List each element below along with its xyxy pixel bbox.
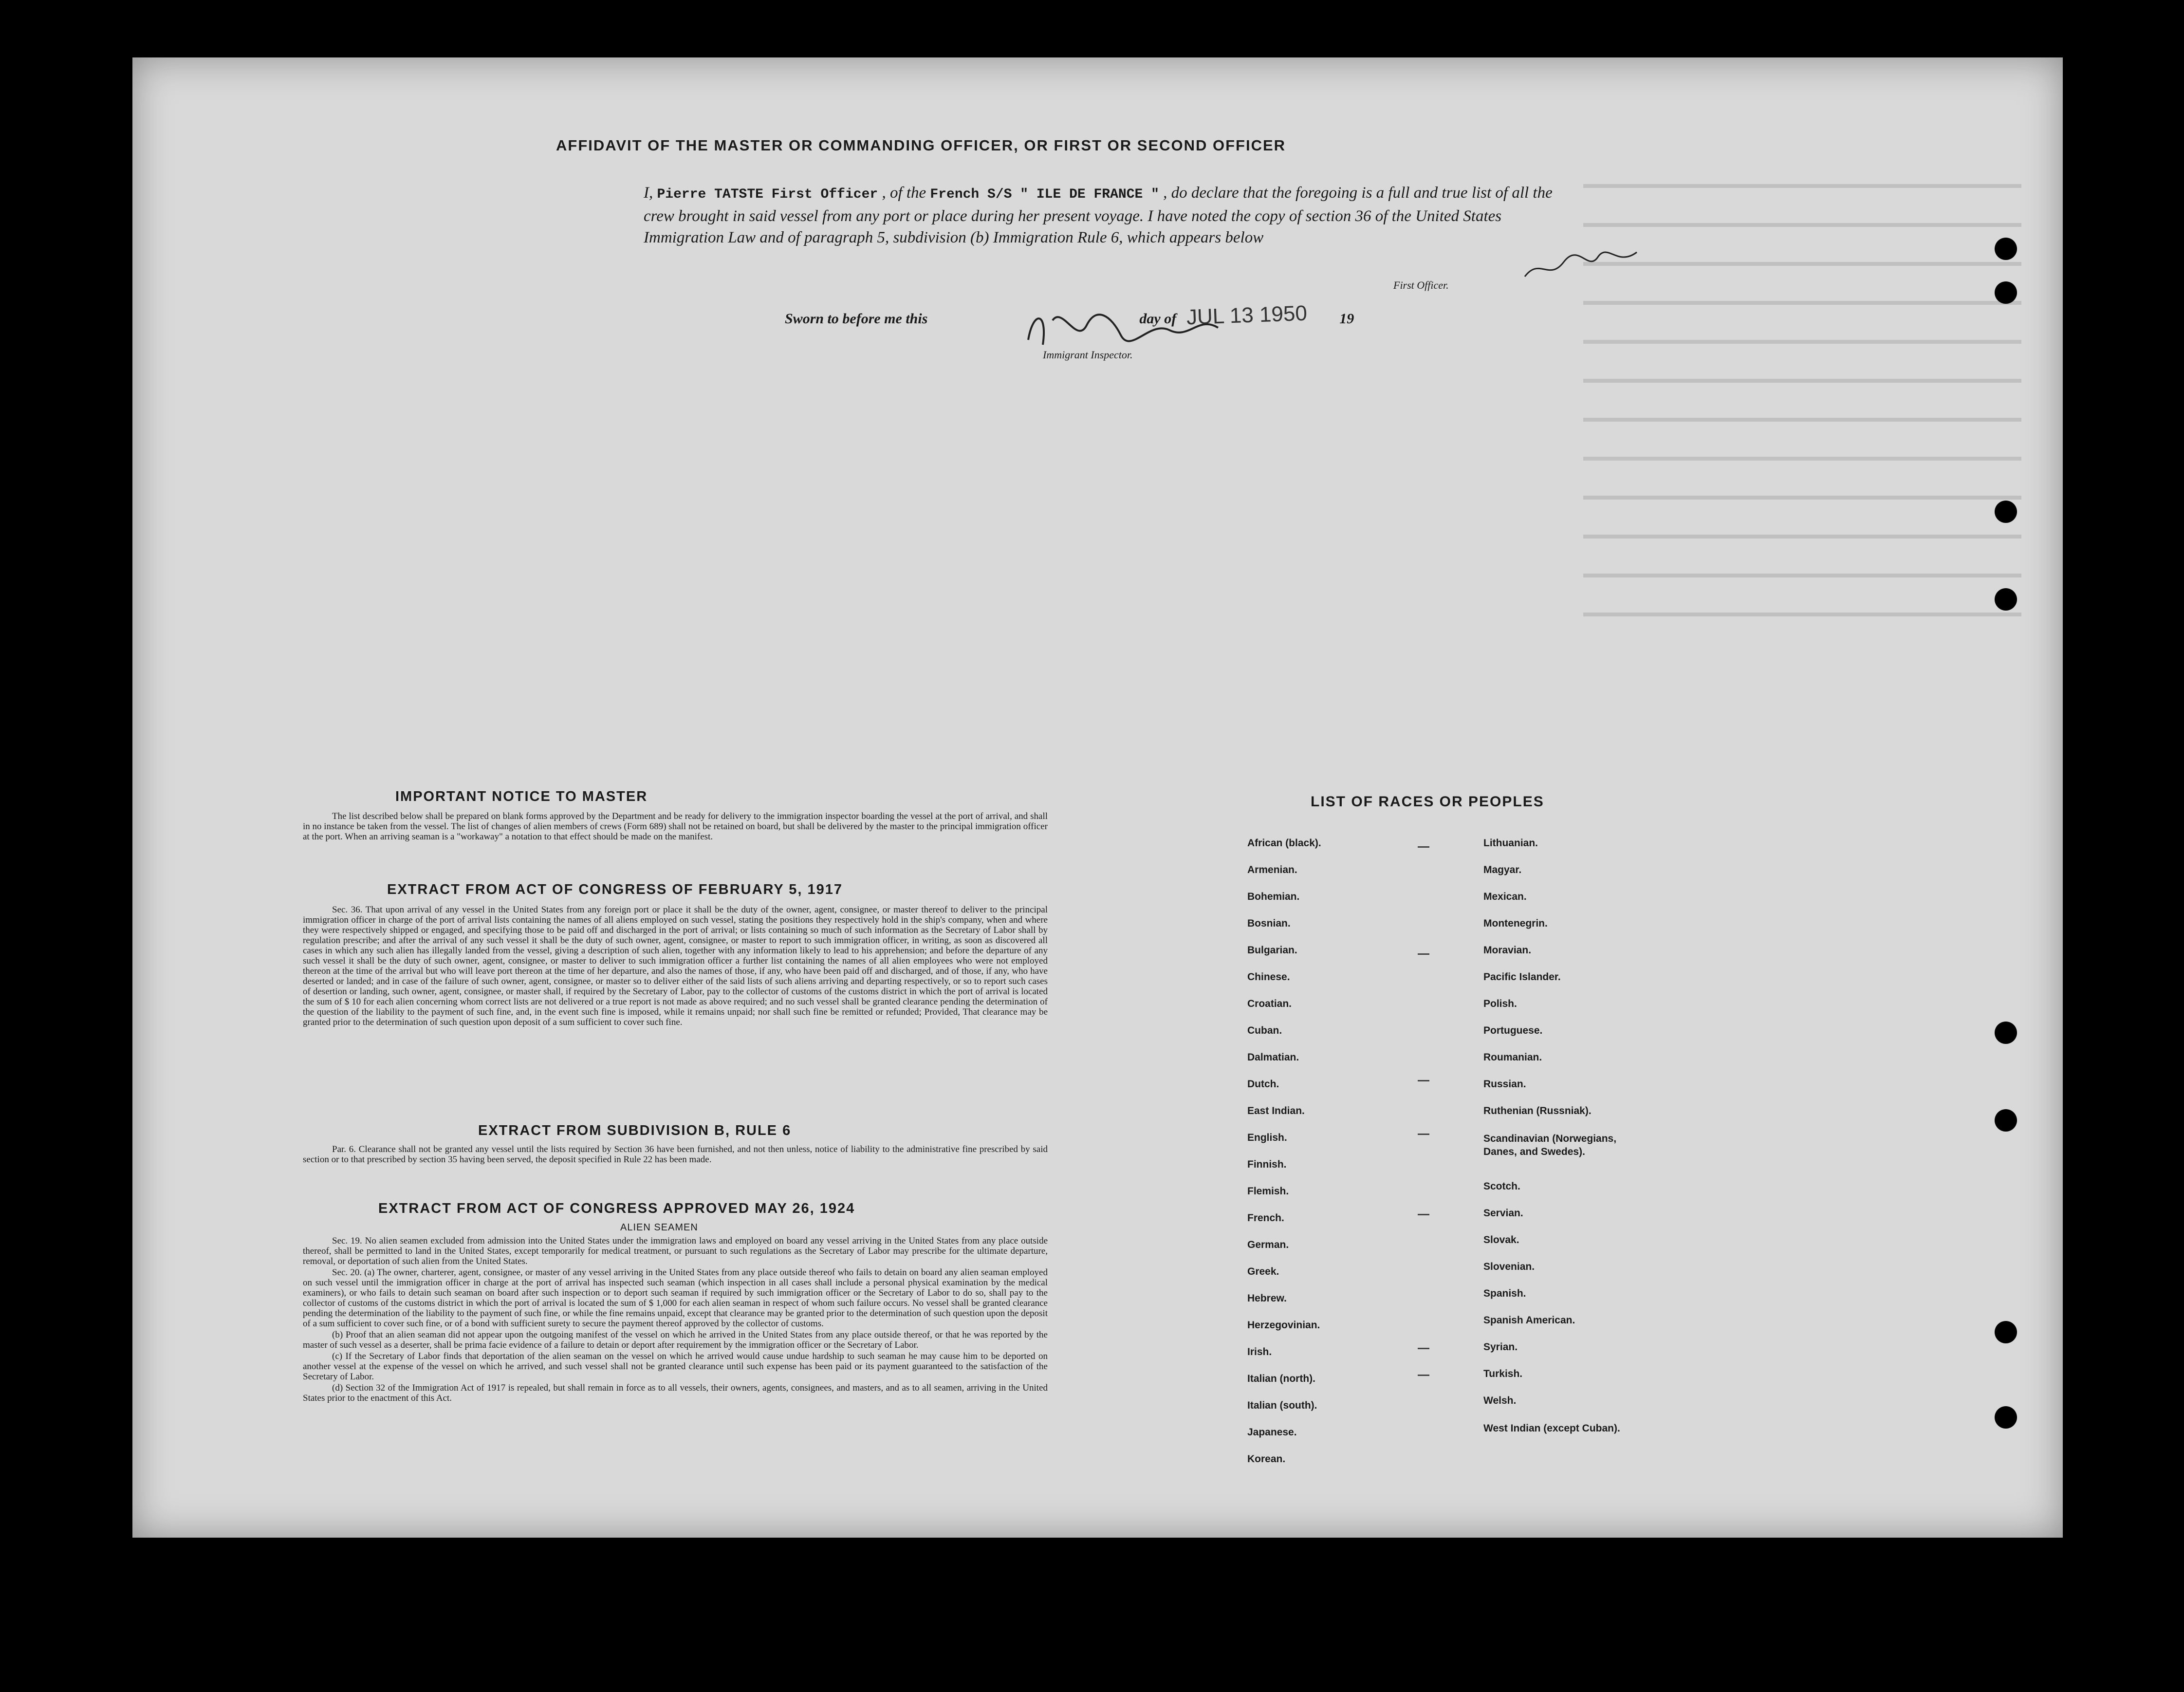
race-item: Bohemian.: [1247, 891, 1300, 902]
punch-hole: [1995, 1109, 2017, 1132]
race-item: Dutch.: [1247, 1078, 1279, 1090]
extract-1917-text: [303, 905, 1048, 1028]
race-item: Mexican.: [1483, 891, 1527, 902]
decl-prefix: I,: [644, 184, 653, 202]
race-item: Herzegovinian.: [1247, 1320, 1320, 1331]
extract-1917-title: EXTRACT FROM ACT OF CONGRESS OF FEBRUARY 5, 1917: [387, 882, 843, 897]
race-item: Croatian.: [1247, 998, 1292, 1009]
decl-body: that the foregoing is a full and true list of all the crew brought in said vessel from any port or place during her present voyage. I have noted the copy of section 36 of the United States Immigration Law and of paragraph 5, subdivision (b) Immigration Rule 6, which appears below: [644, 184, 1553, 246]
race-item: Slovak.: [1483, 1234, 1519, 1246]
race-item: Scotch.: [1483, 1181, 1520, 1192]
race-item: German.: [1247, 1239, 1289, 1250]
race-item: Welsh.: [1483, 1395, 1517, 1406]
section-36-paragraph: Sec. 36. That upon arrival of any vessel in the United States from any foreign port or place it shall be the duty of the owner, agent, consignee, or master thereof to deliver to the principal immigration officer in charge of the port of arrival lists containing the names of all aliens employed on such vessel, stating the positions they respectively hold in the ship's company, when and where they were respectively shipped or engaged, and specifying those to be paid off and discharged in the port of arrival; or lists containing so much of such information as the Secretary of Labor shall by regulation prescribe; and after the arrival of any such vessel it shall be the duty of such owner, agent, consignee, or master to report to such immigration officer, in writing, as soon as discovered all cases in which any such alien has illegally landed from the vessel, giving a description of such alien, together with any information likely to lead to his apprehension; and before the departure of any such vessel it shall be the duty of such owner, agent, consignee, or master to deliver to such immigration officer a further list containing the names of all alien employees who were not employed thereon at the time of the arrival but who will leave port thereon at the time of her departure, and also the names of those, if any, who have been paid off and discharged, and of those, if any, who have deserted or landed; and in case of the failure of such owner, agent, consignee, or master so to deliver either of the said lists of such aliens arriving and departing respectively, or so to report such cases of desertion or landing, such owner, agent, consignee, or master shall, if required by the Secretary of Labor, pay to the collector of customs of the customs district in which the port of arrival is located the sum of $ 10 for each alien concerning whom correct lists are not delivered or a true report is not made as above required; and no such vessel shall be granted clearance pending the determination of the question of the liability to the payment of such fine, and, in the event such fine is imposed, while it remains unpaid; nor shall such fine be remitted or refunded; Provided, That clearance may be granted prior to the determination of such question upon deposit of a sum sufficient to cover such fine.: [303, 905, 1048, 1027]
extract-rule6-text: [303, 1144, 1048, 1166]
decl-suffix: , do declare: [1163, 184, 1239, 202]
race-item: Syrian.: [1483, 1341, 1518, 1353]
race-item: Montenegrin.: [1483, 918, 1548, 929]
race-item: Turkish.: [1483, 1368, 1523, 1379]
race-item: Bosnian.: [1247, 918, 1291, 929]
race-item: Lithuanian.: [1483, 837, 1538, 849]
hand-mark: [1418, 1080, 1429, 1081]
sec-19-paragraph: Sec. 19. No alien seamen excluded from admission into the United States under the immigration laws and employed on board any vessel arriving in the United States from any place outside thereof, shall be permitted to land in the United States, except temporarily for medical treatment, or pursuant to such regulations as the Secretary of Labor may prescribe for the ultimate departure, removal, or deportation of such alien from the United States.: [303, 1236, 1048, 1266]
hand-mark: [1418, 846, 1429, 848]
hand-mark: [1418, 1375, 1429, 1376]
notice-paragraph: The list described below shall be prepared on blank forms approved by the Department and be ready for delivery to the immigration inspector boarding the vessel at the port of arrival, and shall in no instance be taken from the vessel. The list of changes of alien members of crews (Form 689) shall not be retained on board, but shall be delivered by the master to the principal immigration officer at the port. When an arriving seaman is a "workaway" a notation to that effect should be made on the manifest.: [303, 811, 1048, 842]
alien-seamen-subtitle: ALIEN SEAMEN: [620, 1222, 698, 1233]
race-item: Servian.: [1483, 1208, 1523, 1219]
race-item: Dalmatian.: [1247, 1052, 1299, 1063]
race-item: Greek.: [1247, 1266, 1279, 1277]
race-item: Spanish.: [1483, 1288, 1526, 1299]
extract-1924-title: EXTRACT FROM ACT OF CONGRESS APPROVED MAY 26, 1924: [378, 1201, 855, 1216]
sworn-day: day of: [1139, 311, 1177, 327]
hand-mark: [1418, 1348, 1429, 1349]
hand-mark: [1418, 1214, 1429, 1215]
race-item: Finnish.: [1247, 1159, 1287, 1170]
race-item: Italian (north).: [1247, 1373, 1315, 1384]
sworn-prefix: Sworn to before me this: [785, 311, 928, 327]
race-item: Japanese.: [1247, 1427, 1297, 1438]
inspector-signature: [1023, 301, 1228, 354]
sec-20a-paragraph: Sec. 20. (a) The owner, charterer, agent, consignee, or master of any vessel arriving in the United States from any place outside thereof who fails to detain on board any alien seaman employed on such vessel until the immigration officer in charge at the port of arrival has inspected such seaman (which inspection in all cases shall include a personal physical examination by the medical examiners), or who fails to detain such seaman on board after such inspection or to deport such seaman if required by such immigration officer or the Secretary of Labor to do so, shall pay to the collector of customs of the customs district in which the port of arrival is located the sum of $ 1,000 for each alien seaman in respect of whom such failure occurs. No vessel shall be granted clearance pending the determination of the liability to the payment of such fine, or while the fine remains unpaid, except that clearance may be granted prior to the determination of such question upon the deposit of a sum sufficient to cover such fine, or of a bond with sufficient surety to secure the payment thereof approved by the collector of customs.: [303, 1267, 1048, 1329]
race-item: East Indian.: [1247, 1105, 1305, 1116]
decl-of-the: , of the: [882, 184, 926, 202]
race-item: African (black).: [1247, 837, 1321, 849]
race-item: Spanish American.: [1483, 1315, 1575, 1326]
race-item: Slovenian.: [1483, 1261, 1535, 1272]
sec-20b-paragraph: (b) Proof that an alien seaman did not appear upon the outgoing manifest of the vessel on which he arrived in the United States from any place outside thereof, or that he was reported by the master of such vessel as a deserter, shall be prima facie evidence of a failure to detain or deport after requirement by the immigration officer or the Secretary of Labor.: [303, 1330, 1048, 1350]
race-item: Roumanian.: [1483, 1052, 1542, 1063]
race-item: West Indian (except Cuban).: [1483, 1423, 1620, 1434]
hand-mark: [1418, 1134, 1429, 1135]
notice-title: IMPORTANT NOTICE TO MASTER: [395, 789, 648, 804]
race-item: Ruthenian (Russniak).: [1483, 1105, 1592, 1116]
document-page: [132, 57, 2063, 1538]
race-item: Bulgarian.: [1247, 945, 1297, 956]
sworn-year: 19: [1339, 311, 1354, 327]
punch-hole: [1995, 238, 2017, 260]
extract-rule6-title: EXTRACT FROM SUBDIVISION B, RULE 6: [478, 1123, 792, 1138]
sec-20d-paragraph: (d) Section 32 of the Immigration Act of 1917 is repealed, but shall remain in force as to all vessels, their owners, agents, consignees, and masters, and as to all seamen, arriving in the United States prior to the enactment of this Act.: [303, 1383, 1048, 1403]
race-item: Italian (south).: [1247, 1400, 1317, 1411]
race-item: Chinese.: [1247, 971, 1290, 983]
race-item: Russian.: [1483, 1078, 1526, 1090]
declaration: [644, 182, 1573, 248]
punch-hole: [1995, 1022, 2017, 1044]
inspector-label: Immigrant Inspector.: [1043, 349, 1133, 361]
date-stamp: JUL 13 1950: [1186, 301, 1308, 330]
race-item: French.: [1247, 1212, 1284, 1224]
officer-label: First Officer.: [1393, 279, 1449, 291]
officer-name: Pierre TATSTE First Officer: [657, 187, 878, 202]
punch-hole: [1995, 588, 2017, 611]
affidavit-title: AFFIDAVIT OF THE MASTER OR COMMANDING OFFICER, OR FIRST OR SECOND OFFICER: [556, 137, 1286, 154]
race-item: Moravian.: [1483, 945, 1532, 956]
race-item: Scandinavian (Norwegians, Danes, and Swedes).: [1483, 1133, 1617, 1157]
vessel-name: French S/S " ILE DE FRANCE ": [930, 187, 1159, 202]
race-item: Armenian.: [1247, 864, 1297, 875]
extract-1924-text: [303, 1236, 1048, 1404]
race-item: Portuguese.: [1483, 1025, 1543, 1036]
race-item: Flemish.: [1247, 1186, 1289, 1197]
race-item: Irish.: [1247, 1346, 1272, 1357]
punch-hole: [1995, 501, 2017, 523]
punch-hole: [1995, 281, 2017, 304]
race-item: English.: [1247, 1132, 1287, 1143]
hand-mark: [1418, 953, 1429, 955]
race-item: Cuban.: [1247, 1025, 1282, 1036]
punch-hole: [1995, 1406, 2017, 1429]
race-item: Polish.: [1483, 998, 1517, 1009]
race-item: Hebrew.: [1247, 1293, 1287, 1304]
races-title: LIST OF RACES OR PEOPLES: [1311, 794, 1544, 810]
notice-text: [303, 811, 1048, 843]
officer-signature: [1520, 242, 1642, 286]
sec-20c-paragraph: (c) If the Secretary of Labor finds that deportation of the alien seaman on the vessel on which he arrived would cause undue hardship to such seaman he may cause him to be deported on another vessel at the expense of the vessel on which he arrived, and such vessel shall not be granted clearance until such expense has been paid or its payment guaranteed to the satisfaction of the Secretary of Labor.: [303, 1351, 1048, 1382]
rule6-paragraph: Par. 6. Clearance shall not be granted any vessel until the lists required by Section 36 have been furnished, and not then unless, notice of liability to the administrative fine prescribed by said section or to that prescribed by section 35 having been served, the deposit specified in Rule 22 has been made.: [303, 1144, 1048, 1165]
race-item: Pacific Islander.: [1483, 971, 1561, 983]
race-item: Korean.: [1247, 1453, 1286, 1465]
race-item: Magyar.: [1483, 864, 1522, 875]
punch-hole: [1995, 1321, 2017, 1343]
